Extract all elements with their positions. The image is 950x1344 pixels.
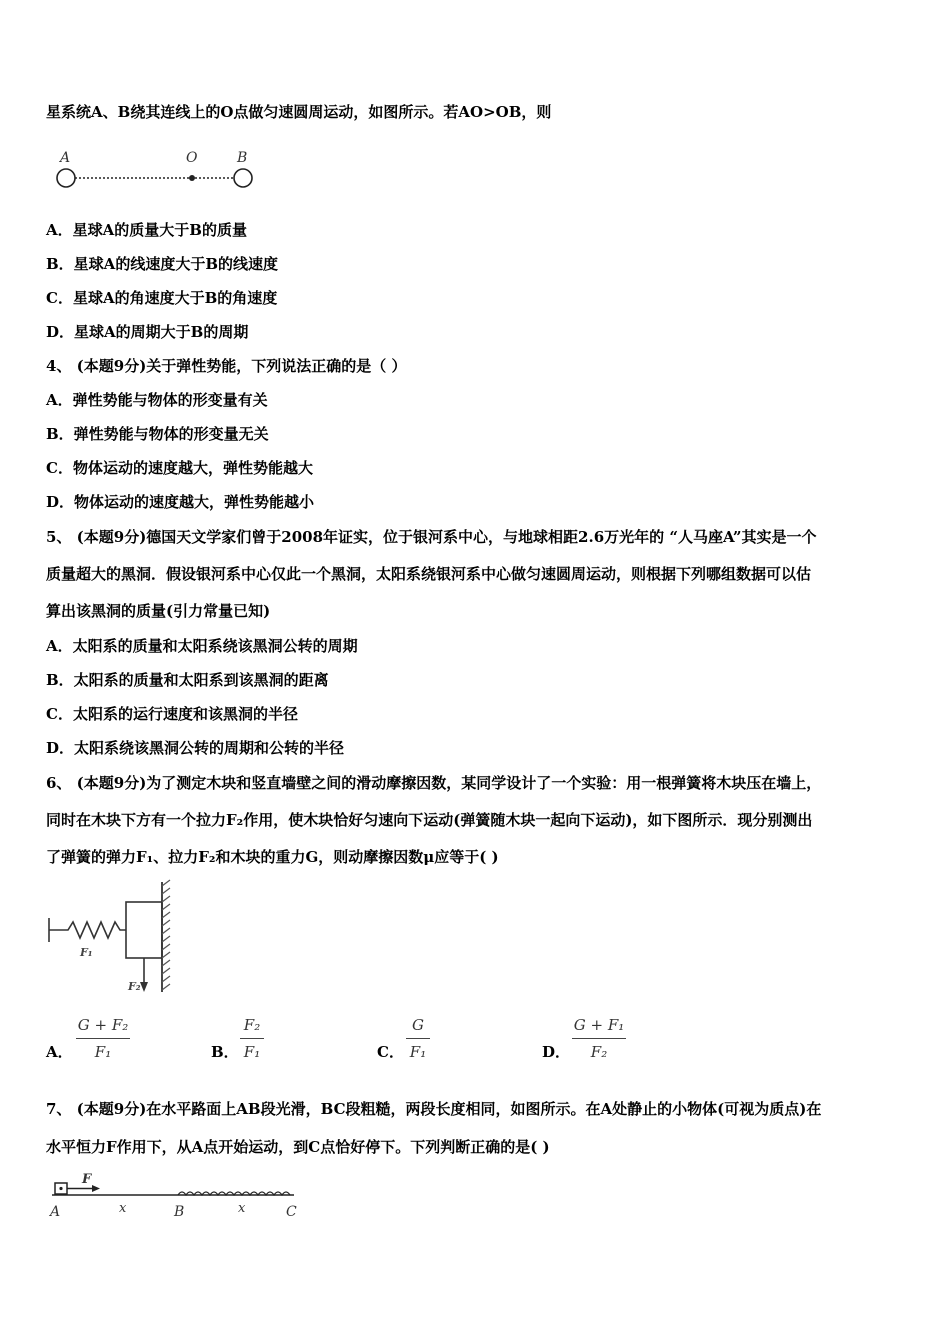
star-a-circle [57, 169, 75, 187]
q6-stem-line3: 了弹簧的弹力F₁、拉力F₂和木块的重力G，则动摩擦因数μ应等于( ) [46, 848, 499, 866]
fig3-label-f: F [82, 1172, 92, 1187]
q3-option-d: D．星球A的周期大于B的周期 [46, 323, 249, 341]
q6-option-b-denominator: F₁ [243, 1043, 261, 1061]
q7-stem-line1: 7、 (本题9分)在水平路面上AB段光滑，BC段粗糙，两段长度相同，如图所示。在A处静止的小物体(可视为质点)在 [46, 1100, 822, 1118]
q5-stem-line2: 质量超大的黑洞．假设银河系中心仅此一个黑洞，太阳系绕银河系中心做匀速圆周运动，则根据下列哪组数据可以估 [46, 565, 812, 583]
pull-force-arrowhead [140, 982, 148, 992]
q6-option-b-label: B． [211, 1043, 239, 1061]
force-f-arrowhead [92, 1185, 100, 1192]
q5-option-b: B．太阳系的质量和太阳系到该黑洞的距离 [46, 671, 329, 689]
spring-block-wall-figure [46, 878, 176, 996]
q6-option-c-label: C． [377, 1043, 404, 1061]
q4-option-a: A．弹性势能与物体的形变量有关 [46, 391, 268, 409]
q6-option-d-numerator: G + F₁ [573, 1016, 625, 1034]
fig2-label-f1: F₁ [80, 946, 93, 959]
q4-option-b: B．弹性势能与物体的形变量无关 [46, 425, 269, 443]
fig3-label-x2: x [238, 1201, 246, 1216]
object-center-dot [59, 1187, 62, 1190]
q3-option-a: A．星球A的质量大于B的质量 [46, 221, 247, 239]
q6-option-c-denominator: F₁ [409, 1043, 427, 1061]
q6-option-a-numerator: G + F₂ [77, 1016, 129, 1034]
q5-stem-line3: 算出该黑洞的质量(引力常量已知) [46, 602, 271, 620]
q5-option-a: A．太阳系的质量和太阳系绕该黑洞公转的周期 [46, 637, 358, 655]
q5-stem-line1: 5、 (本题9分)德国天文学家们曾于2008年证实，位于银河系中心，与地球相距2.6万光年的 “人马座A”其实是一个 [46, 528, 817, 546]
q7-stem-line2: 水平恒力F作用下，从A点开始运动，到C点恰好停下。下列判断正确的是( ) [46, 1138, 550, 1156]
q3-option-b: B．星球A的线速度大于B的线速度 [46, 255, 278, 273]
q3-option-c: C．星球A的角速度大于B的角速度 [46, 289, 278, 307]
fig1-label-a: A [60, 150, 71, 166]
fig3-label-c: C [286, 1204, 297, 1220]
q6-option-a-fraction [76, 1016, 130, 1061]
q6-option-b-fraction [240, 1016, 264, 1061]
q6-option-c-fraction [406, 1016, 430, 1061]
q6-option-c-numerator: G [412, 1016, 424, 1034]
center-o-dot [189, 175, 195, 181]
q6-option-a-label: A． [46, 1043, 73, 1061]
q3-stem: 星系统A、B绕其连线上的O点做匀速圆周运动，如图所示。若AO>OB，则 [46, 103, 552, 121]
rough-surface-bc [178, 1192, 290, 1195]
star-b-circle [234, 169, 252, 187]
binary-star-figure [50, 148, 265, 192]
q6-option-d-fraction [572, 1016, 626, 1061]
q6-option-d-label: D． [542, 1043, 571, 1061]
fig2-label-f2: F₂ [128, 980, 141, 993]
q6-option-b-numerator: F₂ [243, 1016, 261, 1034]
fig3-label-a: A [50, 1204, 61, 1220]
spring-zigzag [49, 922, 126, 938]
fraction-bar [406, 1038, 430, 1039]
fig1-label-b: B [237, 150, 248, 166]
q4-option-d: D．物体运动的速度越大，弹性势能越小 [46, 493, 315, 511]
q6-option-a-denominator: F₁ [94, 1043, 112, 1061]
fraction-bar [240, 1038, 264, 1039]
fig1-label-o: O [186, 150, 198, 166]
fig3-label-x1: x [119, 1201, 127, 1216]
q4-stem: 4、 (本题9分)关于弹性势能，下列说法正确的是（ ） [46, 357, 407, 375]
fraction-bar [572, 1038, 626, 1039]
q6-stem-line2: 同时在木块下方有一个拉力F₂作用，使木块恰好匀速向下运动(弹簧随木块一起向下运动)，如下图所示．现分别测出 [46, 811, 813, 829]
q6-stem-line1: 6、 (本题9分)为了测定木块和竖直墙壁之间的滑动摩擦因数，某同学设计了一个实验：用一根弹簧将木块压在墙上， [46, 774, 822, 792]
fraction-bar [76, 1038, 130, 1039]
q4-option-c: C．物体运动的速度越大，弹性势能越大 [46, 459, 313, 477]
fig3-label-b: B [174, 1204, 185, 1220]
wall-hatching [162, 880, 170, 990]
q5-option-d: D．太阳系绕该黑洞公转的周期和公转的半径 [46, 739, 345, 757]
q6-option-d-denominator: F₂ [590, 1043, 608, 1061]
horizontal-road-figure [46, 1170, 306, 1222]
wooden-block [126, 902, 162, 958]
q5-option-c: C．太阳系的运行速度和该黑洞的半径 [46, 705, 298, 723]
